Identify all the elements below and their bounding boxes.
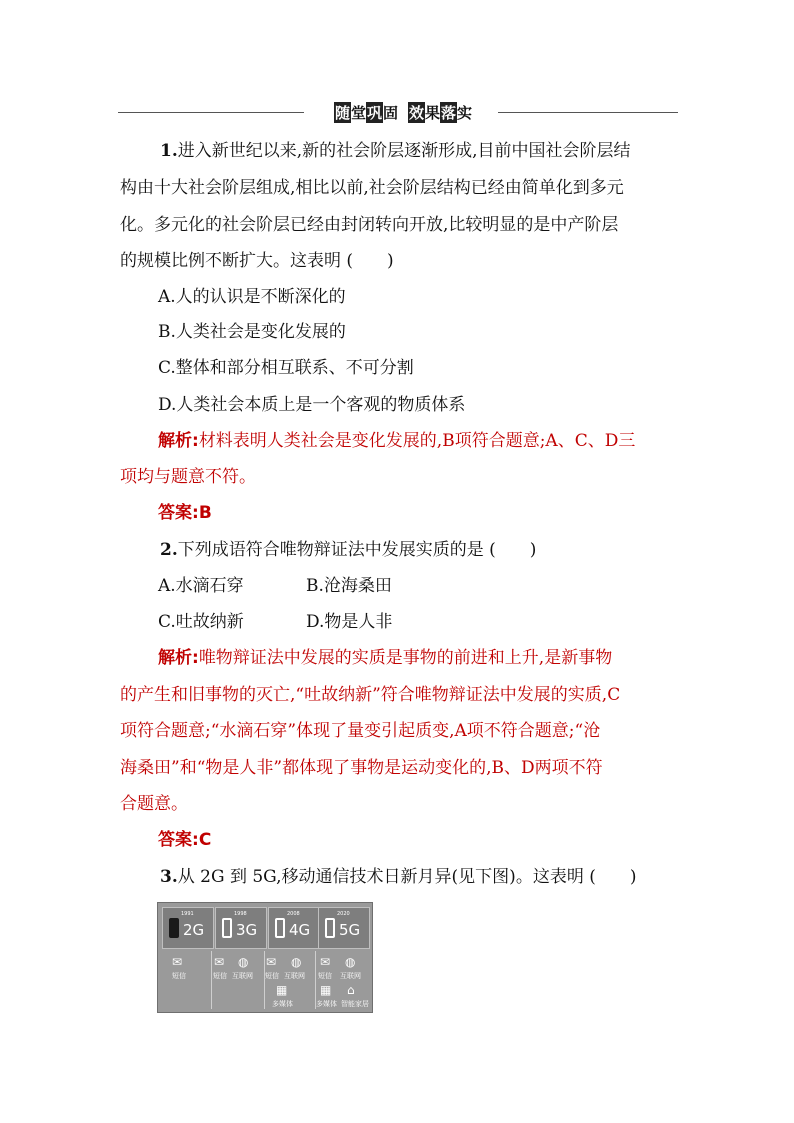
q1-option-a: A.人的认识是不断深化的	[158, 287, 346, 307]
gen-3g-year: 1998	[234, 911, 247, 917]
smart-home-icon: ⌂	[347, 983, 355, 997]
envelope-icon: ✉	[214, 955, 225, 969]
q1-option-c: C.整体和部分相互联系、不可分割	[158, 358, 414, 378]
phone-icon	[275, 918, 285, 938]
section-title-part2: 效果落实	[409, 103, 473, 122]
film-icon: ▦	[276, 983, 288, 997]
globe-icon: ◍	[345, 955, 356, 969]
q2-option-a: A.水滴石穿	[158, 576, 244, 596]
gen-3g-label: 3G	[236, 921, 258, 939]
feature-sms: 短信	[213, 972, 227, 980]
q1-stem-line-3: 化。多元化的社会阶层已经由封闭转向开放,比较明显的是中产阶层	[120, 215, 619, 235]
globe-icon: ◍	[238, 955, 249, 969]
gen-4g-year: 2008	[287, 911, 300, 917]
q1-stem-line-4: 的规模比例不断扩大。这表明 ( )	[120, 251, 394, 271]
q1-answer: 答案:B	[158, 503, 212, 523]
film-icon: ▦	[320, 983, 332, 997]
envelope-icon: ✉	[172, 955, 183, 969]
gen-5g-label: 5G	[339, 921, 361, 939]
gen-5g-panel	[318, 907, 370, 949]
header-rule-left	[118, 112, 304, 113]
feature-sms: 短信	[265, 972, 279, 980]
feature-sms: 短信	[318, 972, 332, 980]
feature-multimedia: 多媒体	[272, 1000, 293, 1008]
feature-internet: 互联网	[232, 972, 253, 980]
feature-smart-home: 智能家居	[341, 1000, 369, 1008]
section-title	[308, 103, 498, 121]
gen-2g-year: 1991	[181, 911, 194, 917]
q2-analysis-line-4: 海桑田”和“物是人非”都体现了事物是运动变化的,B、D两项不符	[120, 758, 603, 778]
q1-option-b: B.人类社会是变化发展的	[158, 322, 346, 342]
gen-2g-panel	[162, 907, 214, 949]
phone-icon	[169, 918, 179, 938]
q2-analysis-line-5: 合题意。	[120, 794, 188, 814]
section-header	[118, 103, 678, 121]
q1-analysis-line-1: 解析:材料表明人类社会是变化发展的,B项符合题意;A、C、D三	[158, 431, 636, 451]
gen-4g-label: 4G	[289, 921, 311, 939]
gen-4g-panel	[268, 907, 320, 949]
q2-option-b: B.沧海桑田	[306, 576, 392, 596]
q1-option-d: D.人类社会本质上是一个客观的物质体系	[158, 395, 466, 415]
q1-analysis-line-2: 项均与题意不符。	[120, 467, 256, 487]
gen-2g-label: 2G	[183, 921, 205, 939]
feature-multimedia: 多媒体	[316, 1000, 337, 1008]
q2-analysis-line-3: 项符合题意;“水滴石穿”体现了量变引起质变,A项不符合题意;“沧	[120, 721, 601, 741]
q1-stem-line-1: 1.进入新世纪以来,新的社会阶层逐渐形成,目前中国社会阶层结	[160, 141, 631, 161]
gen-5g-year: 2020	[337, 911, 350, 917]
divider	[211, 951, 212, 1009]
section-title-part1: 随堂巩固	[334, 103, 398, 122]
q1-stem-line-2: 构由十大社会阶层组成,相比以前,社会阶层结构已经由简单化到多元	[120, 178, 624, 198]
feature-sms: 短信	[172, 972, 186, 980]
phone-icon	[222, 918, 232, 938]
envelope-icon: ✉	[266, 955, 277, 969]
gen-3g-panel	[215, 907, 267, 949]
feature-internet: 互联网	[340, 972, 361, 980]
q2-stem: 2.下列成语符合唯物辩证法中发展实质的是 ( )	[160, 540, 537, 560]
q2-option-c: C.吐故纳新	[158, 612, 244, 632]
q2-analysis-line-2: 的产生和旧事物的灭亡,“吐故纳新”符合唯物辩证法中发展的实质,C	[120, 685, 621, 705]
mobile-generations-figure	[157, 902, 373, 1013]
feature-internet: 互联网	[284, 972, 305, 980]
phone-icon	[325, 918, 335, 938]
q2-option-d: D.物是人非	[306, 612, 393, 632]
q2-answer: 答案:C	[158, 830, 212, 850]
q3-stem: 3.从 2G 到 5G,移动通信技术日新月异(见下图)。这表明 ( )	[160, 867, 637, 887]
q2-analysis-line-1: 解析:唯物辩证法中发展的实质是事物的前进和上升,是新事物	[158, 648, 613, 668]
envelope-icon: ✉	[320, 955, 331, 969]
header-rule-right	[498, 112, 678, 113]
globe-icon: ◍	[291, 955, 302, 969]
